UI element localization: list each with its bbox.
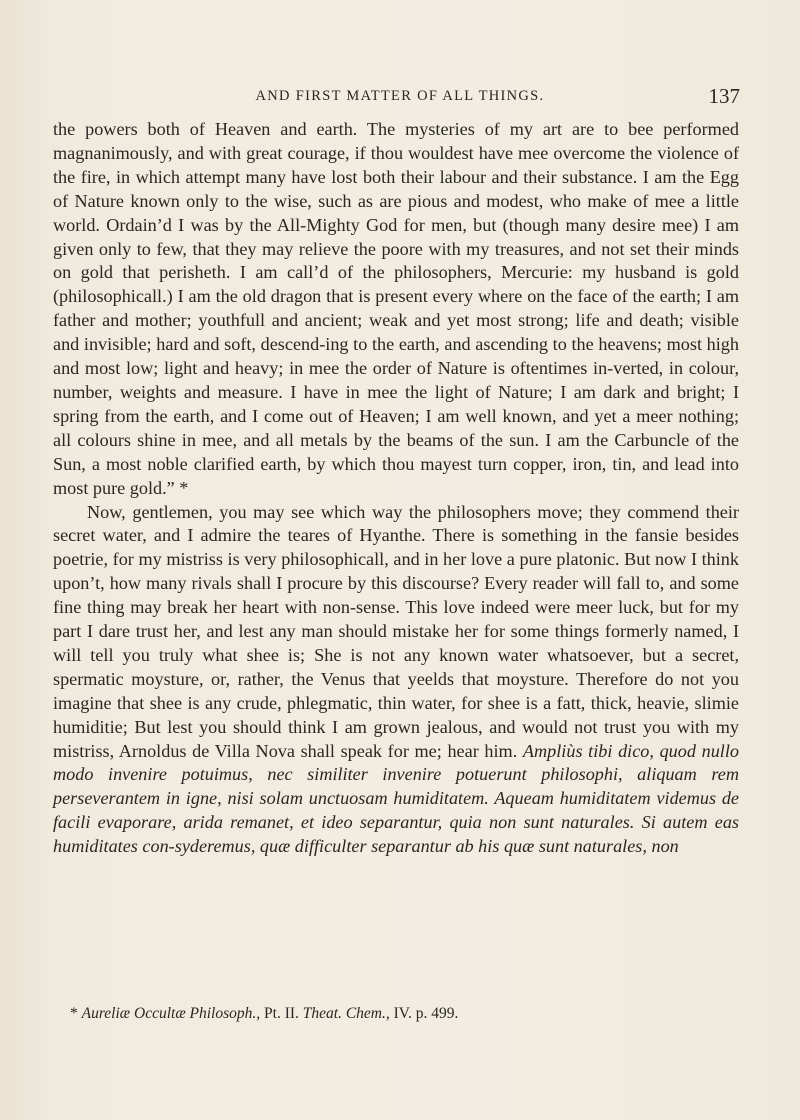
footnote xyxy=(70,1004,740,1024)
footnote-source: Aureliæ Occultæ Philosoph., xyxy=(81,1005,261,1022)
page-header xyxy=(60,84,740,110)
page-number: 137 xyxy=(708,84,740,108)
paragraph xyxy=(53,501,739,860)
paragraph: the powers both of Heaven and earth. The mysteries of my art are to bee performed magnanimously, and with great courage, if thou wouldest have mee overcome the violence of the fire, in which attempt many have lost both their labour and their substance. I am the Egg of Nature known only to the wise, such as are pious and modest, who make of mee a little world. Ordain’d I was by the All-Mighty God for men, but (though many desire mee) I am given only to few, that they may relieve the poore with my treasures, and not set their minds on gold that perisheth. I am call’d of the philosophers, Mercurie: my husband is gold (philosophicall.) I am the old dragon that is present every where on the face of the earth; I am father and mother; youthfull and ancient; weak and yet most strong; life and death; visible and invisible; hard and soft, descend-ing to the earth, and ascending to the heavens; most high and most low; light and heavy; in mee the order of Nature is oftentimes in-verted, in colour, number, weights and measure. I have in mee the light of Nature; I am dark and bright; I spring from the earth, and I come out of Heaven; I am well known, and yet a meer nothing; all colours shine in mee, and all metals by the beams of the sun. I am the Carbuncle of the Sun, a most noble clarified earth, by which thou mayest turn copper, iron, tin, and lead into most pure gold.” * xyxy=(53,119,739,498)
body-text xyxy=(53,118,739,859)
footnote-marker: * xyxy=(70,1005,78,1022)
paragraph-text: Now, gentlemen, you may see which way the philosophers move; they commend their secret water, and I admire the teares of Hyanthe. There is something in the fansie besides poetrie, for my mistriss is very philosophicall, and in her love a pure platonic. But now I think upon’t, how many rivals shall I procure by this discourse? Every reader will fall to, and some fine thing may break her heart with non-sense. This love indeed were meer luck, but for my part I dare trust her, and lest any man should mistake her for some things formerly named, I will tell you truly what shee is; She is not any known water whatsoever, but a secret, spermatic moysture, or, rather, the Venus that yeelds that moysture. Therefore do not you imagine that shee is any crude, phlegmatic, thin water, for shee is a fatt, thick, heavie, slimie humiditie; But lest you should think I am grown jealous, and would not trust you with my mistriss, Arnoldus de Villa Nova shall speak for me; hear him. xyxy=(53,501,739,761)
latin-quotation: Ampliùs tibi dico, quod nullo modo invenire potuimus, nec similiter invenire potuerunt philosophi, aliquam rem perseverantem in igne, nisi solam unctuosam humiditatem. Aqueam humiditatem videmus de facili evaporare, arida remanet, et ideo separantur, quia non sunt naturales. Si autem eas humiditates con-syderemus, quæ difficulter separantur ab his quæ sunt naturales, non xyxy=(53,740,740,857)
footnote-title: Theat. Chem., xyxy=(302,1005,390,1022)
running-head: AND FIRST MATTER OF ALL THINGS. xyxy=(255,88,545,104)
footnote-part: Pt. II. xyxy=(264,1005,299,1022)
footnote-reference: IV. p. 499. xyxy=(393,1005,459,1022)
